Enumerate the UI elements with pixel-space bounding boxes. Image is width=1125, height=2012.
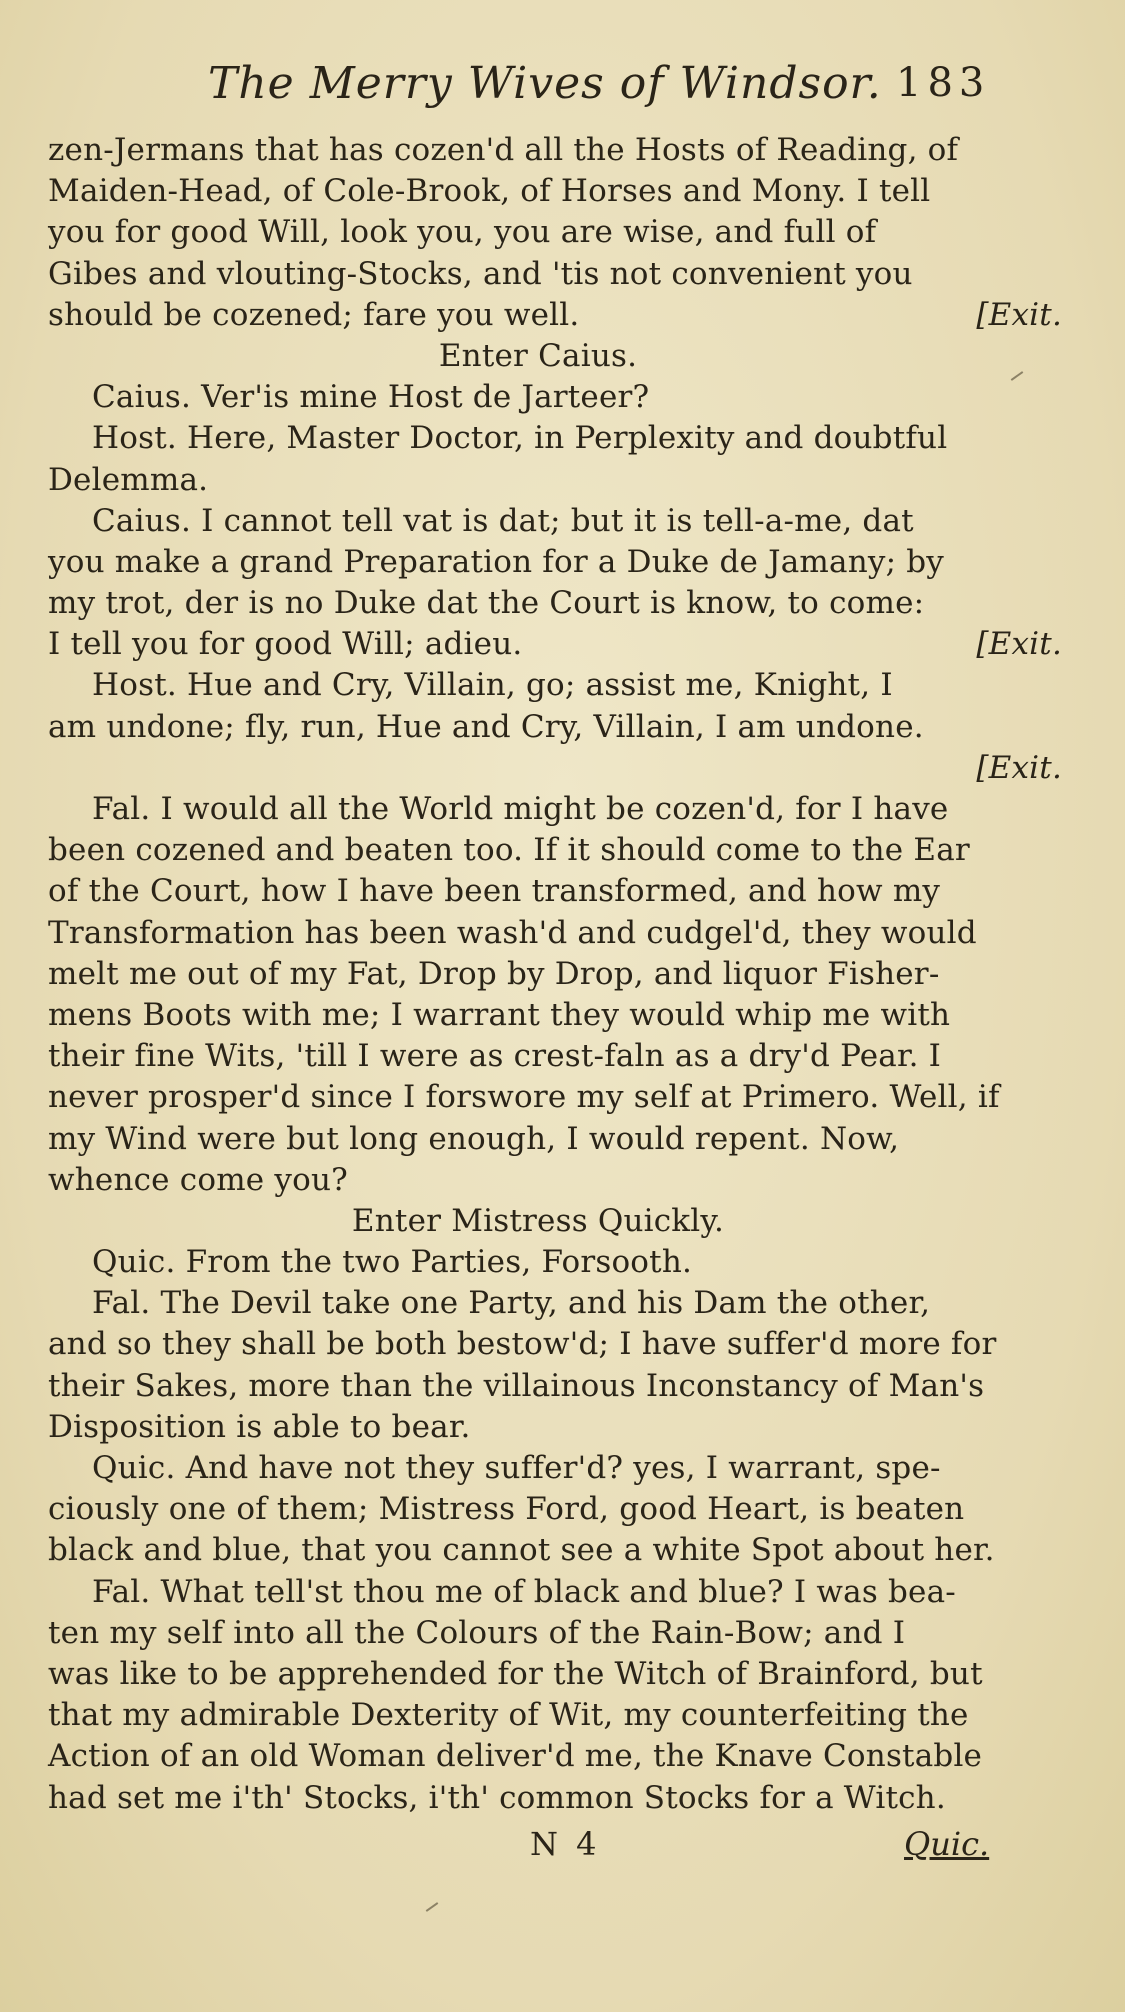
line-text: [Exit. <box>976 749 1062 786</box>
line-text: Host. Hue and Cry, Villain, go; assist me, Knight, I <box>92 667 893 704</box>
text-line <box>48 1448 1088 1489</box>
line-text: mens Boots with me; I warrant they would whip me with <box>48 996 951 1033</box>
text-line <box>48 1201 1088 1242</box>
text-line <box>48 254 1088 295</box>
text-line <box>48 1407 1088 1448</box>
line-text: Quic. From the two Parties, Forsooth. <box>92 1244 693 1281</box>
text-line <box>48 377 1088 418</box>
text-line <box>48 1654 1088 1695</box>
text-line <box>48 830 1088 871</box>
text-line <box>48 1366 1088 1407</box>
line-text: Maiden-Head, of Cole-Brook, of Horses and Mony. I tell <box>48 173 931 210</box>
text-line <box>48 1119 1088 1160</box>
line-text: never prosper'd since I forswore my self at Primero. Well, if <box>48 1079 1000 1116</box>
text-line <box>48 295 1088 336</box>
line-text: been cozened and beaten too. If it should come to the Ear <box>48 832 970 869</box>
text-line <box>48 954 1088 995</box>
line-text: Host. Here, Master Doctor, in Perplexity and doubtful <box>92 420 948 457</box>
text-line <box>48 624 1088 665</box>
line-text: Enter Mistress Quickly. <box>351 1202 725 1239</box>
text-line <box>48 418 1088 459</box>
text-line <box>48 707 1088 748</box>
text-line <box>48 1613 1088 1654</box>
text-line <box>48 1695 1088 1736</box>
text-line <box>48 1778 1088 1819</box>
text-line <box>48 1160 1088 1201</box>
page-footer <box>48 1825 1088 1875</box>
text-line <box>48 460 1088 501</box>
book-page <box>48 0 1088 2012</box>
line-text: Action of an old Woman deliver'd me, the Knave Constable <box>48 1738 983 1775</box>
line-text: Disposition is able to bear. <box>48 1408 471 1445</box>
text-block <box>48 130 1088 1819</box>
line-text: am undone; fly, run, Hue and Cry, Villain, I am undone. <box>48 708 924 745</box>
page-number: 183 <box>896 60 991 106</box>
text-line <box>48 913 1088 954</box>
text-line <box>48 1077 1088 1118</box>
text-line <box>48 1324 1088 1365</box>
line-text: and so they shall be both bestow'd; I have suffer'd more for <box>48 1326 997 1363</box>
line-text: black and blue, that you cannot see a white Spot about her. <box>48 1532 995 1569</box>
stage-direction-exit: [Exit. <box>976 296 1062 333</box>
text-line <box>48 789 1088 830</box>
line-text: Gibes and vlouting-Stocks, and 'tis not convenient you <box>48 255 913 292</box>
text-line <box>48 1572 1088 1613</box>
text-line <box>48 542 1088 583</box>
stage-direction-exit: [Exit. <box>976 626 1062 663</box>
line-text: Enter Caius. <box>438 337 638 374</box>
line-text: Transformation has been wash'd and cudgel'd, they would <box>48 914 977 951</box>
catchword: Quic. <box>904 1825 990 1863</box>
text-line <box>48 583 1088 624</box>
line-text: should be cozened; fare you well. <box>48 296 580 333</box>
line-text: melt me out of my Fat, Drop by Drop, and liquor Fisher- <box>48 955 940 992</box>
text-line <box>48 1242 1088 1283</box>
line-text: their Sakes, more than the villainous Inconstancy of Man's <box>48 1367 985 1404</box>
line-text: my trot, der is no Duke dat the Court is know, to come: <box>48 585 925 622</box>
running-header <box>48 58 1088 128</box>
line-text: my Wind were but long enough, I would repent. Now, <box>48 1120 900 1157</box>
line-text: ten my self into all the Colours of the Rain-Bow; and I <box>48 1614 906 1651</box>
line-text: Delemma. <box>48 461 209 498</box>
line-text: I tell you for good Will; adieu. <box>48 626 523 663</box>
text-line <box>48 1530 1088 1571</box>
text-line <box>48 1036 1088 1077</box>
text-line <box>48 995 1088 1036</box>
signature-mark: N 4 <box>530 1825 601 1863</box>
text-line <box>48 1736 1088 1777</box>
line-text: had set me i'th' Stocks, i'th' common Stocks for a Witch. <box>48 1779 946 1816</box>
line-text: you for good Will, look you, you are wise, and full of <box>48 214 877 251</box>
running-title: The Merry Wives of Windsor. <box>208 58 882 109</box>
text-line <box>48 1489 1088 1530</box>
line-text: whence come you? <box>48 1161 348 1198</box>
text-line <box>48 171 1088 212</box>
line-text: Fal. The Devil take one Party, and his Dam the other, <box>92 1285 931 1322</box>
line-text: Caius. I cannot tell vat is dat; but it is tell-a-me, dat <box>92 502 914 539</box>
line-text: of the Court, how I have been transformed, and how my <box>48 873 941 910</box>
text-line <box>48 130 1088 171</box>
text-line <box>48 501 1088 542</box>
text-line <box>48 871 1088 912</box>
line-text: zen-Jermans that has cozen'd all the Hosts of Reading, of <box>48 132 959 168</box>
line-text: was like to be apprehended for the Witch of Brainford, but <box>48 1655 983 1692</box>
line-text: Quic. And have not they suffer'd? yes, I warrant, spe- <box>92 1450 941 1486</box>
line-text: Fal. What tell'st thou me of black and blue? I was bea- <box>92 1573 956 1610</box>
text-line <box>48 748 1088 789</box>
line-text: Caius. Ver'is mine Host de Jarteer? <box>92 379 650 416</box>
line-text: Fal. I would all the World might be cozen'd, for I have <box>92 791 949 827</box>
text-line <box>48 336 1088 377</box>
line-text: ciously one of them; Mistress Ford, good Heart, is beaten <box>48 1491 965 1528</box>
text-line <box>48 665 1088 706</box>
line-text: their fine Wits, 'till I were as crest-faln as a dry'd Pear. I <box>48 1038 942 1075</box>
line-text: that my admirable Dexterity of Wit, my counterfeiting the <box>48 1697 969 1734</box>
text-line <box>48 212 1088 253</box>
text-line <box>48 1283 1088 1324</box>
line-text: you make a grand Preparation for a Duke de Jamany; by <box>48 543 945 580</box>
